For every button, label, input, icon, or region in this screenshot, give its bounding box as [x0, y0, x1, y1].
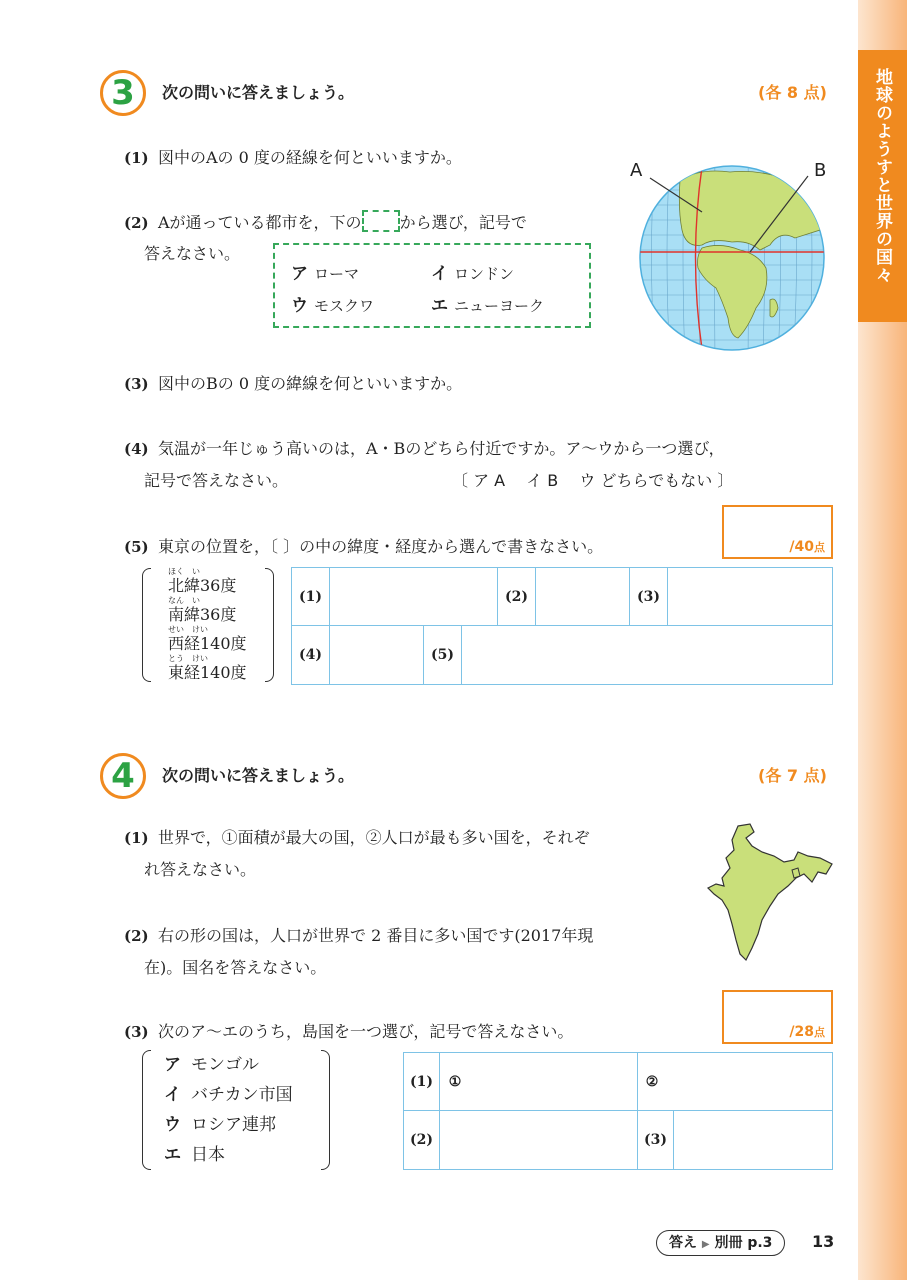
choice-item: エ ニューヨーク [431, 296, 545, 316]
answer-field-5[interactable] [462, 626, 832, 684]
question-1 [124, 146, 462, 170]
question-text: 次のア～エのうち，島国を一つ選び，記号で答えなさい。 [158, 1022, 574, 1041]
section-number: 4 [100, 753, 146, 799]
choice-item: ア ローマ [291, 264, 360, 284]
cell-label: (1) [292, 568, 330, 625]
country-map [700, 822, 836, 964]
question-number: (3) [124, 375, 149, 393]
question-text: 東京の位置を，〔 〕の中の緯度・経度から選んで書きなさい。 [158, 537, 604, 556]
question-number: (1) [124, 149, 149, 167]
cell-label: (3) [630, 568, 668, 625]
cell-label: (2) [498, 568, 536, 625]
chapter-tab: 地球のようすと世界の国々 [858, 50, 907, 322]
cell-label: (4) [292, 626, 330, 684]
latlon-options [142, 566, 274, 684]
option-item: ウ ロシア連邦 [164, 1115, 276, 1135]
globe-figure [620, 150, 840, 355]
country-options [142, 1048, 330, 1172]
question-text: 世界で，①面積が最大の国，②人口が最も多い国を，それぞ [158, 828, 590, 847]
page-number: 13 [812, 1232, 835, 1251]
question-text-cont: 答えなさい。 [144, 244, 241, 263]
dashed-box-marker [362, 210, 400, 232]
section-title: 次の問いに答えましょう。 [162, 766, 355, 785]
question-text-cont: 在)。国名を答えなさい。 [144, 958, 327, 977]
cell-label: (2) [404, 1111, 440, 1169]
points-label: (各 7 点) [758, 766, 827, 785]
question-3 [124, 372, 462, 396]
question-number: (3) [124, 1023, 149, 1041]
globe-label-a: A [630, 160, 643, 181]
choice-item: イ ロンドン [431, 264, 515, 284]
score-label: /40点 [789, 539, 825, 555]
section-number: 3 [100, 70, 146, 116]
option-item: ほく い 北緯36度 [168, 567, 237, 595]
question-text-cont: 記号で答えなさい。 [144, 471, 289, 490]
question-text-cont: れ答えなさい。 [144, 860, 257, 879]
cell-label: ① [448, 1073, 462, 1090]
question-3 [124, 1020, 573, 1044]
question-text: 右の形の国は，人口が世界で 2 番目に多い国です(2017年現 [158, 926, 594, 945]
cell-label: ② [645, 1073, 659, 1090]
option-item: とう けい 東経140度 [168, 654, 247, 682]
question-number: (2) [124, 214, 149, 232]
option-item: ア モンゴル [164, 1055, 259, 1075]
cell-label: (1) [404, 1053, 440, 1110]
question-text: 図中のBの 0 度の緯線を何といいますか。 [158, 374, 463, 393]
answer-options: 〔 ア A イ B ウ どちらでもない 〕 [452, 471, 734, 490]
score-box [722, 505, 833, 559]
cell-label: (5) [424, 626, 462, 684]
globe-label-b: B [814, 160, 827, 181]
question-number: (5) [124, 538, 149, 556]
cell-label: (3) [638, 1111, 674, 1169]
score-label: /28点 [789, 1024, 825, 1040]
question-text: から選び，記号で [399, 213, 527, 232]
option-item: せい けい 西経140度 [168, 625, 247, 653]
question-number: (4) [124, 440, 149, 458]
answer-grid [291, 567, 833, 685]
question-2 [124, 210, 527, 235]
question-number: (1) [124, 829, 149, 847]
question-4 [124, 437, 725, 461]
answer-field-1[interactable] [330, 568, 498, 625]
answer-field-1-2[interactable] [666, 1053, 832, 1110]
choice-item: ウ モスクワ [291, 296, 375, 316]
answer-field-3[interactable] [668, 568, 832, 625]
answer-reference[interactable]: 答え ▶ 別冊 p.3 [656, 1230, 785, 1256]
section-title: 次の問いに答えましょう。 [162, 83, 355, 102]
option-item: エ 日本 [164, 1145, 225, 1165]
answer-field-2[interactable] [536, 568, 630, 625]
score-box [722, 990, 833, 1044]
answer-field-2[interactable] [440, 1111, 638, 1169]
question-2 [124, 924, 593, 948]
question-1 [124, 826, 590, 850]
answer-field-4[interactable] [330, 626, 424, 684]
option-item: なん い 南緯36度 [168, 596, 237, 624]
question-5 [124, 535, 603, 559]
answer-field-3[interactable] [674, 1111, 832, 1169]
answer-grid [403, 1052, 833, 1170]
choice-box [273, 243, 591, 328]
points-label: (各 8 点) [758, 83, 827, 102]
question-text: Aが通っている都市を，下の [158, 213, 362, 232]
option-item: イ バチカン市国 [164, 1085, 293, 1105]
question-text: 図中のAの 0 度の経線を何といいますか。 [158, 148, 462, 167]
answer-field-1-1[interactable] [470, 1053, 638, 1110]
question-text: 気温が一年じゅう高いのは，A・Bのどちら付近ですか。ア～ウから一つ選び， [158, 439, 725, 458]
question-number: (2) [124, 927, 149, 945]
